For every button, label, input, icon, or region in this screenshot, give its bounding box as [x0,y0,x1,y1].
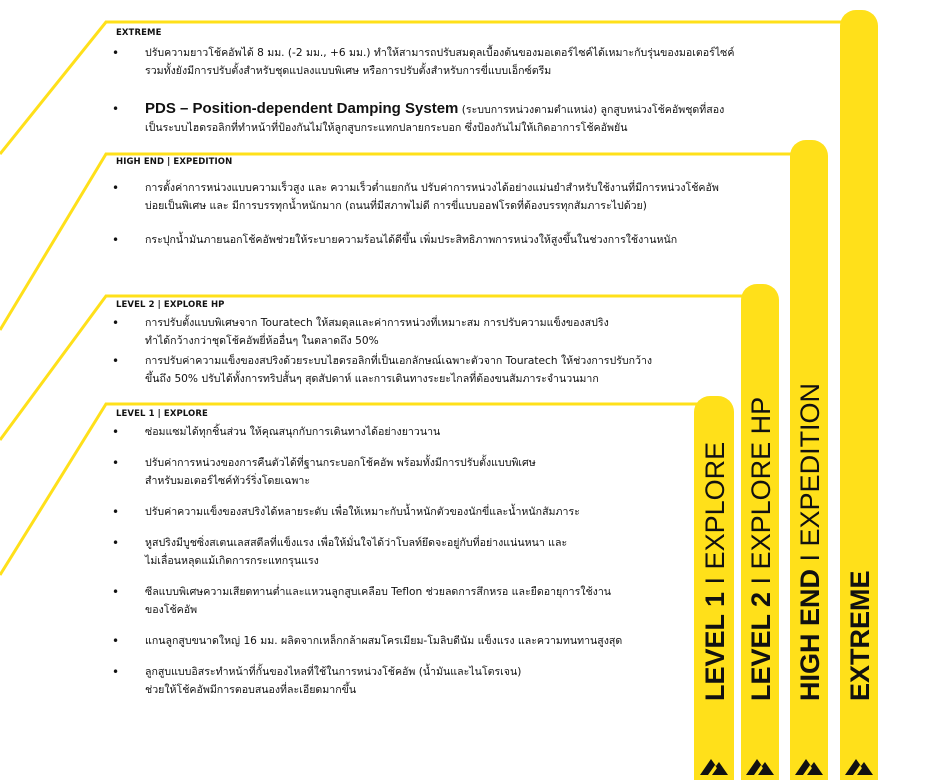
bar-label-strong: EXTREME [845,570,875,701]
bar-label-sep: I [746,569,776,592]
section-level-1 [114,409,622,699]
bar-label [746,397,777,701]
bar-label-thin: EXPLORE HP [746,396,776,570]
section-label: LEVEL 1 | EXPLORE [116,409,208,419]
bar-label [845,570,876,701]
feature-item [114,44,734,80]
feature-text: (ระบบการหน่วงตามตำแหน่ง) ลูกสูบหน่วงโช้คอัพชุดที่สอง เป็นระบบไฮดรอลิกที่ทำหน้าที่ป้องกันไม่ให้ลูกสูบกระแทกปลายกระบอก ซึ่งป้องกันไม่ให้เกิดอาการโช้คอัพยัน [145,104,725,134]
mountain-logo-icon [745,754,775,776]
feature-text: กระปุกน้ำมันภายนอกโช้คอัพช่วยให้ระบายความร้อนได้ดีขึ้น เพิ่มประสิทธิภาพการหน่วงให้สูงขึ้นในช่วงการใช้งานหนัก [145,234,678,246]
feature-text: ปรับความยาวโช้คอัพได้ 8 มม. (-2 มม., +6 มม.) ทำให้สามารถปรับสมดุลเบื้องต้นของมอเตอร์ไซค์ได้เหมาะกับรุ่นของมอเตอร์ไซค์ รวมทั้งยังมีการปรับตั้งสำหรับชุดแปลงแบบพิเศษ หรือการปรับตั้งสำหรับการขี่แบบเอ็กซ์ตรีม [145,47,735,77]
feature-item [114,534,622,570]
bar-high-end [790,140,828,780]
bar-level-2 [741,284,779,780]
bar-label-sep: I [700,569,730,592]
bar-label-strong: LEVEL 1 [700,591,730,701]
feature-text: การปรับตั้งแบบพิเศษจาก Touratech ให้สมดุลและค่าการหน่วงที่เหมาะสม การปรับความแข็งของสปริง ทำได้กว้างกว่าชุดโช้คอัพยี่ห้ออื่นๆ ในตลาดถึง 50% [145,317,609,347]
mountain-logo-icon [844,754,874,776]
feature-text: ปรับค่าการหน่วงของการคืนตัวได้ที่ฐานกระบอกโช้คอัพ พร้อมทั้งมีการปรับตั้งแบบพิเศษ สำหรับมอเตอร์ไซค์ทัวร์ริ่งโดยเฉพาะ [145,457,536,487]
feature-text: ซ่อมแซมได้ทุกชิ้นส่วน ให้คุณสนุกกับการเดินทางได้อย่างยาวนาน [145,426,441,438]
feature-item [114,503,622,521]
feature-item [114,632,622,650]
section-high-end [114,157,719,249]
feature-item [114,352,652,388]
bar-extreme [840,10,878,780]
bar-label [700,442,731,701]
feature-item [114,423,622,441]
pds-title: PDS – Position-dependent Damping System [145,100,459,117]
section-label: LEVEL 2 | EXPLORE HP [116,300,225,310]
feature-text: การปรับค่าความแข็งของสปริงด้วยระบบไฮดรอลิกที่เป็นเอกลักษณ์เฉพาะตัวจาก Touratech ให้ช่วงการปรับกว้าง ขึ้นถึง 50% ปรับได้ทั้งการทริปสั้นๆ สุดสัปดาห์ และการเดินทางระยะไกลที่ต้องขนสัมภาระจำนวนมาก [145,355,653,385]
bar-label-thin: EXPEDITION [795,382,825,547]
mountain-logo-icon [794,754,824,776]
feature-item [114,663,622,699]
feature-text: ปรับค่าความแข็งของสปริงได้หลายระดับ เพื่อให้เหมาะกับน้ำหนักตัวของนักขี่และน้ำหนักสัมภาระ [145,506,580,518]
bar-label-strong: HIGH END [795,568,825,701]
feature-text: หูสปริงมีบูชซิ่งสเตนเลสสตีลที่แข็งแรง เพื่อให้มั่นใจได้ว่าโบลท์ยึดจะอยู่กับที่อย่างแน่นหนา และ ไม่เลื่อนหลุดแม้เกิดการกระแทกรุนแรง [145,537,568,567]
feature-text: แกนลูกสูบขนาดใหญ่ 16 มม. ผลิตจากเหล็กกล้าผสมโครเมียม-โมลิบดีนัม แข็งแรง และความทนทานสูงสุด [145,635,623,647]
bar-label-strong: LEVEL 2 [746,591,776,701]
feature-item [114,583,622,619]
section-level-2 [114,300,652,388]
feature-item [114,231,719,249]
bar-label-sep: I [795,546,825,569]
feature-item [114,314,652,350]
bar-label-thin: EXPLORE [700,441,730,570]
feature-item [114,179,719,215]
feature-text: ลูกสูบแบบอิสระทำหน้าที่กั้นของไหลที่ใช้ในการหน่วงโช้คอัพ (น้ำมันและไนโตรเจน) ช่วยให้โช้คอัพมีการตอบสนองที่ละเอียดมากขึ้น [145,666,522,696]
bar-level-1 [694,396,734,780]
feature-item-pds [114,100,734,137]
feature-text: การตั้งค่าการหน่วงแบบความเร็วสูง และ ความเร็วต่ำแยกกัน ปรับค่าการหน่วงได้อย่างแม่นยำสำหรับใช้งานที่มีการหน่วงโช้คอัพ บ่อยเป็นพิเศษ และ มีการบรรทุกน้ำหนักมาก (ถนนที่มีสภาพไม่ดี การขี่แบบออฟโรดที่ต้องบรรทุกสัมภาระไปด้วย) [145,182,719,212]
section-extreme [114,28,734,137]
mountain-logo-icon [699,754,729,776]
feature-item [114,454,622,490]
section-label: EXTREME [116,28,162,38]
bar-label [795,383,826,701]
section-label: HIGH END | EXPEDITION [116,157,233,167]
feature-text: ซีลแบบพิเศษความเสียดทานต่ำและแหวนลูกสูบเคลือบ Teflon ช่วยลดการสึกหรอ และยืดอายุการใช้งาน ของโช้คอัพ [145,586,612,616]
